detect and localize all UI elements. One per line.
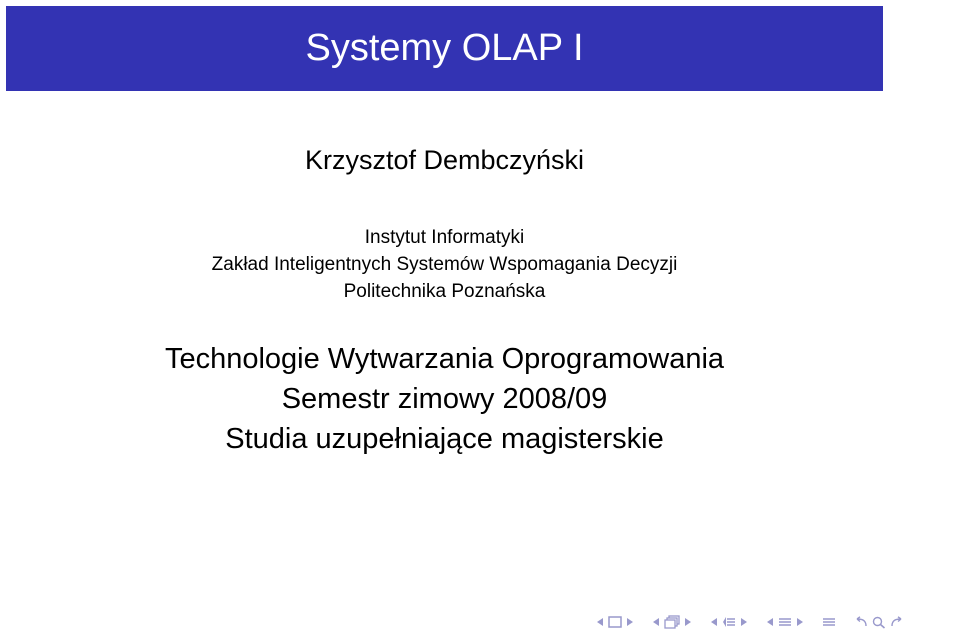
nav-appendix-group — [820, 616, 838, 628]
nav-subsection-group — [650, 615, 694, 629]
list-icon[interactable] — [776, 616, 794, 628]
course-name: Technologie Wytwarzania Oprogramowania — [164, 343, 725, 375]
slide-title: Systemy OLAP I — [305, 27, 584, 69]
author-name: Krzysztof Dembczyński — [304, 145, 585, 175]
institute-line-1: Instytut Informatyki — [364, 227, 525, 248]
arrow-left-icon[interactable] — [594, 617, 606, 627]
appendix-icon[interactable] — [820, 616, 838, 628]
search-icon[interactable] — [870, 616, 888, 629]
nav-search-group — [852, 616, 906, 629]
back-icon[interactable] — [852, 616, 870, 628]
nav-frame-group — [594, 616, 636, 628]
arrow-left-icon[interactable] — [650, 617, 662, 627]
arrow-right-icon[interactable] — [794, 617, 806, 627]
nav-list-group — [764, 616, 806, 628]
section-icon[interactable] — [720, 616, 738, 628]
nav-section-group — [708, 616, 750, 628]
semester: Semestr zimowy 2008/09 — [281, 383, 608, 415]
forward-icon[interactable] — [888, 616, 906, 628]
study-type: Studia uzupełniające magisterskie — [225, 423, 664, 455]
beamer-navigation — [594, 610, 920, 634]
title-bar — [6, 6, 883, 91]
arrow-left-icon[interactable] — [708, 617, 720, 627]
arrow-right-icon[interactable] — [738, 617, 750, 627]
arrow-left-icon[interactable] — [764, 617, 776, 627]
subsection-icon[interactable] — [662, 615, 682, 629]
arrow-right-icon[interactable] — [682, 617, 694, 627]
arrow-right-icon[interactable] — [624, 617, 636, 627]
frame-icon[interactable] — [606, 616, 624, 628]
institute-line-2: Zakład Inteligentnych Systemów Wspomagania Decyzji — [211, 254, 678, 275]
institute-line-3: Politechnika Poznańska — [343, 281, 546, 302]
